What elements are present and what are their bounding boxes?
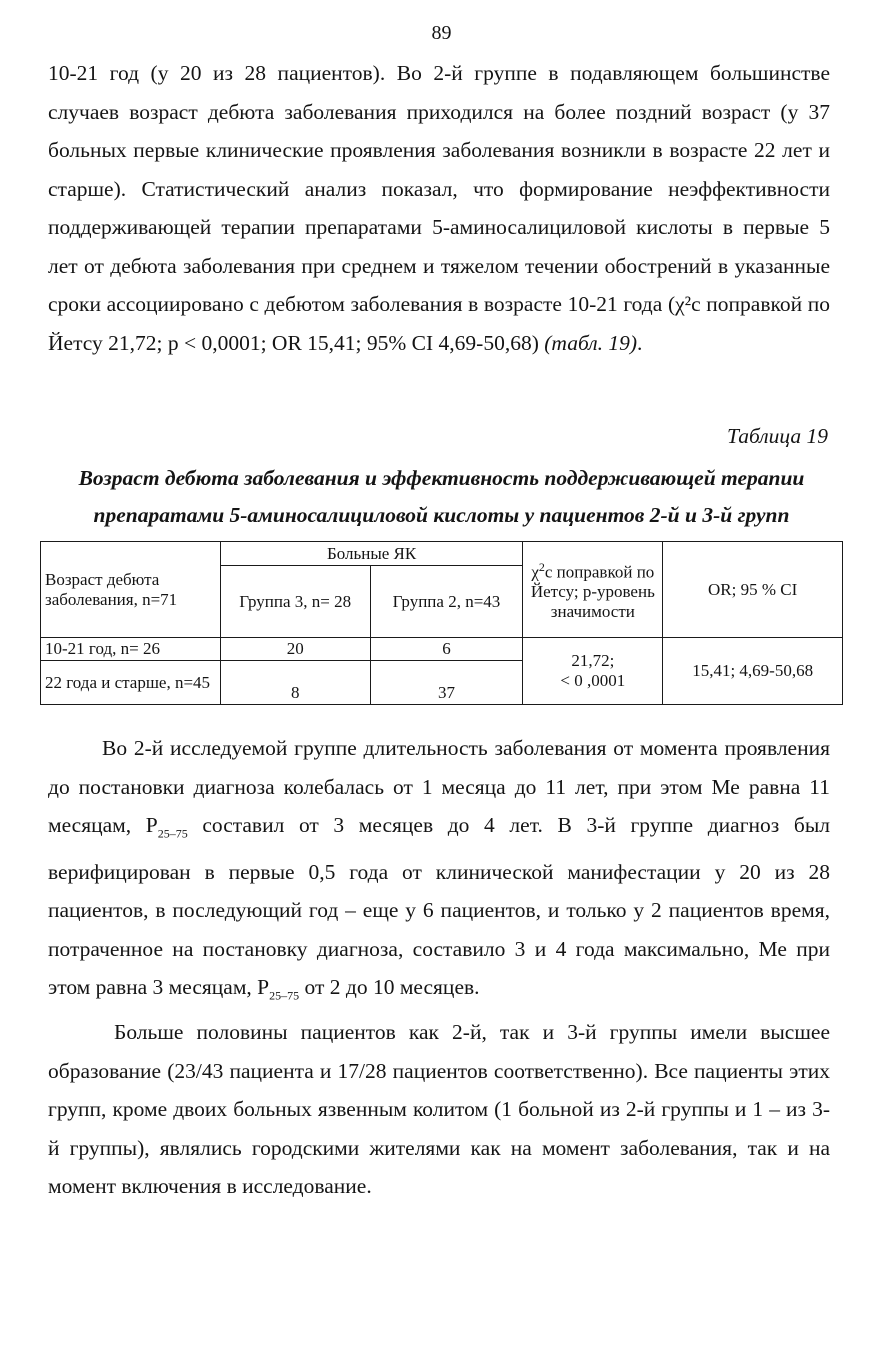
paragraph-2 — [48, 729, 830, 1015]
table-label: Таблица 19 — [727, 424, 828, 448]
row-age-label: 10-21 год, n= 26 — [41, 638, 221, 661]
row-group-3-value: 20 — [220, 638, 370, 661]
table-citation: (табл. 19) — [544, 330, 638, 355]
or-ci-value: 15,41; 4,69-50,68 — [663, 638, 843, 705]
data-table — [40, 541, 843, 705]
percentile-subscript: 25–75 — [157, 826, 188, 841]
paragraph-2-part-1: Во 2-й исследуемой группе длительность заболевания от момента проявления до постановки диагноза колебалась от 1 месяца до 11 лет, при этом Ме равна 11 месяцам, Р — [48, 736, 830, 837]
p-value: < 0 ,0001 — [560, 671, 626, 690]
page-number: 89 — [431, 22, 452, 44]
header-group-3: Группа 3, n= 28 — [220, 566, 370, 638]
chi-symbol: χ — [531, 562, 539, 582]
header-group-2: Группа 2, n=43 — [370, 566, 523, 638]
header-uc-patients: Больные ЯК — [220, 542, 523, 566]
paragraph-3: Больше половины пациентов как 2-й, так и 3-й группы имели высшее образование (23/43 пациента и 17/28 пациентов соответственно). Все пациенты этих групп, кроме двоих больных язвенным колитом (1 больной из 2-й группы и 1 – из 3-й группы), являлись городскими жителями как на момент заболевания, так и на момент включения в исследование. — [48, 1020, 830, 1198]
percentile-subscript: 25–75 — [269, 988, 300, 1003]
table-row — [41, 638, 843, 661]
chi-label: с поправкой по Йетсу; р-уровень значимости — [530, 562, 655, 622]
chi-superscript: 2 — [538, 559, 545, 574]
row-age-label: 22 года и старше, n=45 — [41, 661, 221, 705]
paragraph-2-part-2: составил от 3 месяцев до 4 лет. В 3-й группе диагноз был верифицирован в первые 0,5 года от клинической манифестации у 20 из 28 пациентов, в последующий год – еще у 6 пациентов, и только у 2 пациентов время, потраченное на постановку диагноза, составило 3 и 4 года максимально, Ме при этом равна 3 месяцам, Р — [48, 813, 830, 1000]
table-title: Возраст дебюта заболевания и эффективность поддерживающей терапии препаратами 5-аминосалициловой кислоты у пациентов 2-й и 3-й групп — [78, 466, 805, 527]
header-chi-square — [523, 542, 663, 638]
row-group-2-value: 37 — [370, 661, 523, 705]
paragraph-1-end: . — [637, 330, 643, 355]
paragraph-1-text: 10-21 год (у 20 из 28 пациентов). Во 2-й группе в подавляющем большинстве случаев возраст дебюта заболевания приходился на более поздний возраст (у 37 больных первые клинические проявления заболевания возникли в возрасте 22 лет и старше). Статистический анализ показал, что формирование неэффективности поддерживающей терапии препаратами 5-аминосалициловой кислоты в первые 5 лет от дебюта заболевания при среднем и тяжелом течении обострений в указанные сроки ассоциировано с дебютом заболевания в возрасте 10-21 года (χ²с поправкой по Йетсу 21,72; р < 0,0001; OR 15,41; 95% CI 4,69-50,68) — [48, 61, 830, 355]
chi-square-value — [523, 638, 663, 705]
paragraph-1 — [48, 54, 830, 362]
row-group-2-value: 6 — [370, 638, 523, 661]
header-age: Возраст дебюта заболевания, n=71 — [41, 542, 221, 638]
paragraph-2-part-3: от 2 до 10 месяцев. — [299, 975, 480, 1000]
row-group-3-value: 8 — [220, 661, 370, 705]
header-or-ci: OR; 95 % CI — [663, 542, 843, 638]
chi-value: 21,72; — [571, 651, 615, 670]
